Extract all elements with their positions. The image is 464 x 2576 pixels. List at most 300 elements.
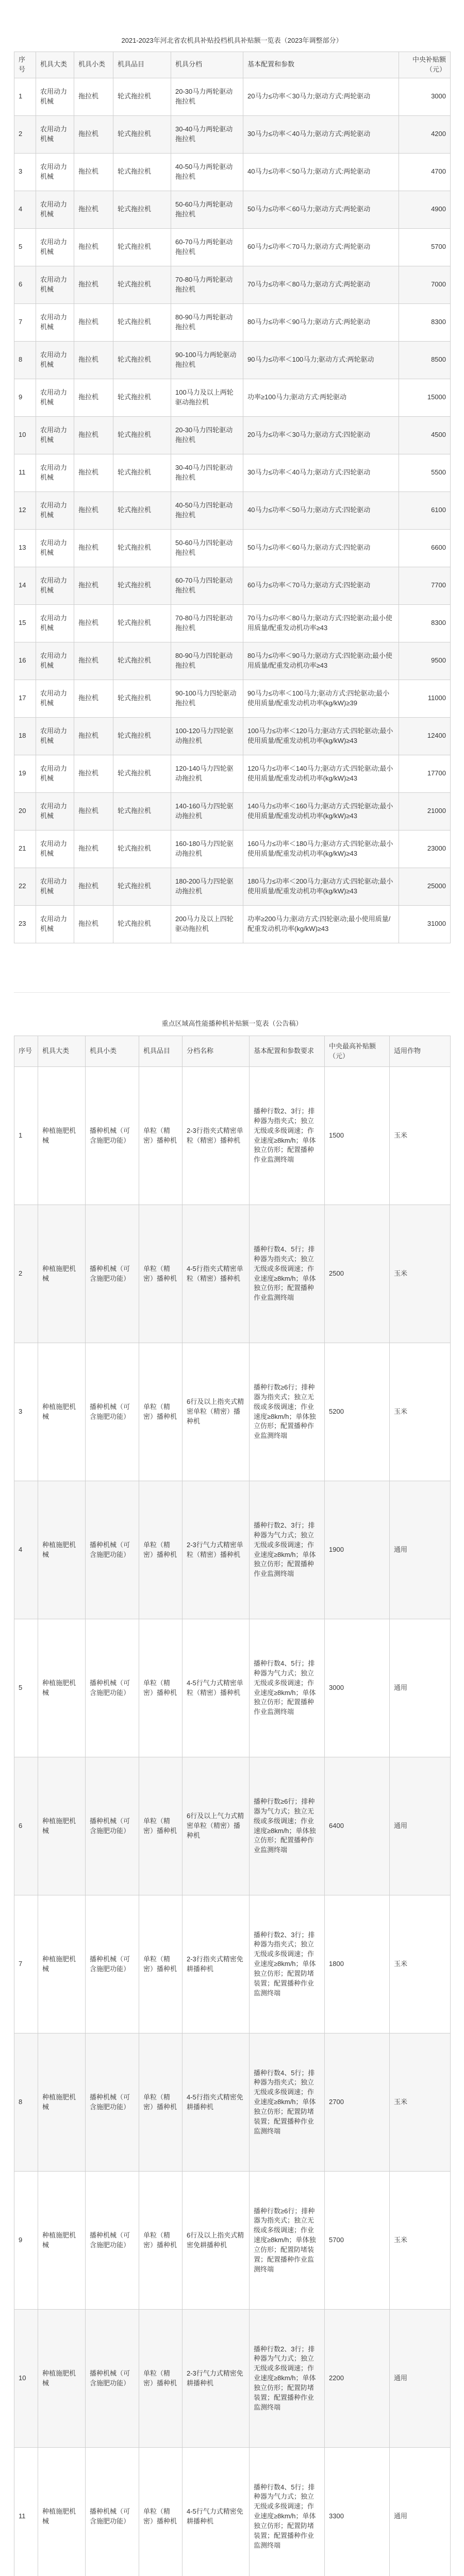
table-cell: 23000: [399, 830, 451, 868]
table-cell: 单粒（精密）播种机: [139, 1481, 183, 1619]
table-cell: 播种行数2、3行；排种器为气力式；独立无级或多级调速；作业速度≥8km/h；单体独立仿形；配置播种作业监测终端: [250, 1481, 325, 1619]
table-cell: 80-90马力四轮驱动拖拉机: [171, 642, 243, 680]
table-cell: 种植施肥机械: [38, 1205, 86, 1343]
table-row: [14, 153, 451, 191]
table-cell: 玉米: [390, 1343, 451, 1481]
table-cell: 种植施肥机械: [38, 1619, 86, 1757]
column-header: 机具品目: [113, 52, 171, 78]
table-cell: 4700: [399, 153, 451, 191]
table-cell: 2200: [325, 2310, 390, 2448]
table-cell: 1800: [325, 1895, 390, 2033]
table-cell: 90马力≤功率＜100马力;驱动方式:两轮驱动: [243, 341, 399, 379]
table-cell: 2-3行气力式精密单粒（精密）播种机: [183, 1481, 250, 1619]
table-cell: 25000: [399, 868, 451, 905]
table-cell: 60马力≤功率＜70马力;驱动方式:两轮驱动: [243, 228, 399, 266]
table-cell: 轮式拖拉机: [113, 792, 171, 830]
table-cell: 农用动力机械: [36, 905, 74, 943]
table-cell: 农用动力机械: [36, 604, 74, 642]
table-cell: 4200: [399, 115, 451, 153]
table-cell: 农用动力机械: [36, 454, 74, 492]
table-cell: 播种行数2、3行；排种器为气力式；独立无级或多级调速；作业速度≥8km/h；单体独立仿形；配置防堵装置；配置播种作业监测终端: [250, 2310, 325, 2448]
table-cell: 20-30马力四轮驱动拖拉机: [171, 416, 243, 454]
table-cell: 拖拉机: [74, 266, 113, 303]
table-row: [14, 604, 451, 642]
table-cell: 2-3行指夹式精密免耕播种机: [183, 1895, 250, 2033]
table-cell: 4-5行指夹式精密免耕播种机: [183, 2033, 250, 2172]
table-cell: 拖拉机: [74, 717, 113, 755]
table-cell: 单粒（精密）播种机: [139, 1619, 183, 1757]
table-cell: 玉米: [390, 1205, 451, 1343]
table-cell: 播种行数≥6行；排种器为指夹式；独立无级或多级调速；作业速度≥8km/h；单体独立仿形；配置防堵装置；配置播种作业监测终端: [250, 2172, 325, 2310]
table-cell: 拖拉机: [74, 567, 113, 604]
table-header-row: [14, 52, 451, 78]
table-cell: 10: [14, 416, 36, 454]
table-cell: 农用动力机械: [36, 78, 74, 115]
table-cell: 20马力≤功率＜30马力;驱动方式:两轮驱动: [243, 78, 399, 115]
table-row: [14, 1757, 451, 1895]
table-cell: 播种行数≥6行；排种器为指夹式；独立无级或多级调速；作业速度≥8km/h；单体独立仿形；配置播种作业监测终端: [250, 1343, 325, 1481]
table-cell: 60马力≤功率＜70马力;驱动方式:四轮驱动: [243, 567, 399, 604]
table-cell: 20: [14, 792, 36, 830]
table-cell: 播种机械（可含施肥功能）: [86, 1619, 139, 1757]
table-cell: 农用动力机械: [36, 642, 74, 680]
table-cell: 30-40马力两轮驱动拖拉机: [171, 115, 243, 153]
table-cell: 4: [14, 1481, 38, 1619]
table-cell: 1500: [325, 1067, 390, 1205]
table-cell: 120马力≤功率＜140马力;驱动方式:四轮驱动;最小使用质量/配重发动机功率(kg/kW)≥43: [243, 755, 399, 792]
table-cell: 100-120马力四轮驱动拖拉机: [171, 717, 243, 755]
column-header: 基本配置和参数要求: [250, 1036, 325, 1067]
table-cell: 140马力≤功率＜160马力;驱动方式:四轮驱动;最小使用质量/配重发动机功率(kg/kW)≥43: [243, 792, 399, 830]
table-row: [14, 78, 451, 115]
table-cell: 19: [14, 755, 36, 792]
table-cell: 单粒（精密）播种机: [139, 2172, 183, 2310]
table-cell: 11: [14, 2448, 38, 2576]
table-cell: 农用动力机械: [36, 191, 74, 228]
table-cell: 轮式拖拉机: [113, 191, 171, 228]
table-row: [14, 303, 451, 341]
table-row: [14, 379, 451, 416]
table-cell: 4900: [399, 191, 451, 228]
table-cell: 种植施肥机械: [38, 1481, 86, 1619]
table-cell: 12400: [399, 717, 451, 755]
table-row: [14, 905, 451, 943]
subsidy-table-seeders: [14, 1036, 451, 2576]
table-cell: 30马力≤功率＜40马力;驱动方式:四轮驱动: [243, 454, 399, 492]
table-row: [14, 792, 451, 830]
table-row: [14, 1343, 451, 1481]
table-cell: 轮式拖拉机: [113, 717, 171, 755]
section-divider: [14, 992, 450, 993]
table-cell: 轮式拖拉机: [113, 379, 171, 416]
column-header: 机具大类: [38, 1036, 86, 1067]
table-cell: 播种机械（可含施肥功能）: [86, 2310, 139, 2448]
table-cell: 4-5行气力式精密免耕播种机: [183, 2448, 250, 2576]
table-cell: 70-80马力两轮驱动拖拉机: [171, 266, 243, 303]
table-cell: 50-60马力两轮驱动拖拉机: [171, 191, 243, 228]
column-header: 机具大类: [36, 52, 74, 78]
table-cell: 7000: [399, 266, 451, 303]
table-cell: 拖拉机: [74, 529, 113, 567]
table-cell: 70马力≤功率＜80马力;驱动方式:四轮驱动;最小使用质量/配重发动机功率≥43: [243, 604, 399, 642]
table2-title: 重点区域高性能播种机补贴额一览表（公告稿）: [161, 1020, 303, 1027]
table-row: [14, 1619, 451, 1757]
table-cell: 种植施肥机械: [38, 1067, 86, 1205]
table-cell: 50马力≤功率＜60马力;驱动方式:两轮驱动: [243, 191, 399, 228]
table-cell: 60-70马力四轮驱动拖拉机: [171, 567, 243, 604]
table-cell: 轮式拖拉机: [113, 228, 171, 266]
table-cell: 11: [14, 454, 36, 492]
table-cell: 50-60马力四轮驱动拖拉机: [171, 529, 243, 567]
table-cell: 拖拉机: [74, 191, 113, 228]
table-cell: 农用动力机械: [36, 379, 74, 416]
table-row: [14, 416, 451, 454]
table-cell: 单粒（精密）播种机: [139, 1757, 183, 1895]
column-header: 机具小类: [74, 52, 113, 78]
table-cell: 轮式拖拉机: [113, 680, 171, 717]
table-cell: 17700: [399, 755, 451, 792]
table-cell: 玉米: [390, 1067, 451, 1205]
table-cell: 单粒（精密）播种机: [139, 1067, 183, 1205]
table-cell: 种植施肥机械: [38, 1757, 86, 1895]
table-cell: 拖拉机: [74, 228, 113, 266]
table-cell: 6行及以上指夹式精密单粒（精密）播种机: [183, 1343, 250, 1481]
table-cell: 50马力≤功率＜60马力;驱动方式:四轮驱动: [243, 529, 399, 567]
table-cell: 3000: [325, 1619, 390, 1757]
table-cell: 16: [14, 642, 36, 680]
table-cell: 3: [14, 153, 36, 191]
table-cell: 6行及以上指夹式精密免耕播种机: [183, 2172, 250, 2310]
table-cell: 70马力≤功率＜80马力;驱动方式:两轮驱动: [243, 266, 399, 303]
table-cell: 2500: [325, 1205, 390, 1343]
table-cell: 农用动力机械: [36, 567, 74, 604]
table-cell: 15: [14, 604, 36, 642]
table-cell: 8: [14, 2033, 38, 2172]
table-cell: 播种行数≥6行；排种器为气力式；独立无级或多级调速；作业速度≥8km/h；单体独立仿形；配置播种作业监测终端: [250, 1757, 325, 1895]
table-cell: 单粒（精密）播种机: [139, 2310, 183, 2448]
table-cell: 6: [14, 266, 36, 303]
table-cell: 140-160马力四轮驱动拖拉机: [171, 792, 243, 830]
table-cell: 轮式拖拉机: [113, 529, 171, 567]
table-cell: 农用动力机械: [36, 228, 74, 266]
table-row: [14, 492, 451, 529]
table-cell: 拖拉机: [74, 78, 113, 115]
table-cell: 农用动力机械: [36, 680, 74, 717]
table-cell: 单粒（精密）播种机: [139, 1895, 183, 2033]
table-cell: 播种机械（可含施肥功能）: [86, 2033, 139, 2172]
table-cell: 轮式拖拉机: [113, 266, 171, 303]
table-cell: 20-30马力两轮驱动拖拉机: [171, 78, 243, 115]
table-cell: 12: [14, 492, 36, 529]
table-cell: 拖拉机: [74, 454, 113, 492]
table-cell: 100马力≤功率＜120马力;驱动方式:四轮驱动;最小使用质量/配重发动机功率(kg/kW)≥43: [243, 717, 399, 755]
table-cell: 70-80马力四轮驱动拖拉机: [171, 604, 243, 642]
table-cell: 8500: [399, 341, 451, 379]
table-cell: 90马力≤功率＜100马力;驱动方式:四轮驱动;最小使用质量/配重发动机功率(kg/kW)≥39: [243, 680, 399, 717]
table-cell: 播种行数2、3行；排种器为指夹式；独立无级或多级调速；作业速度≥8km/h；单体独立仿形；配置播种作业监测终端: [250, 1067, 325, 1205]
table-cell: 80马力≤功率＜90马力;驱动方式:四轮驱动;最小使用质量/配重发动机功率≥43: [243, 642, 399, 680]
table-cell: 单粒（精密）播种机: [139, 2448, 183, 2576]
table-cell: 轮式拖拉机: [113, 153, 171, 191]
table-cell: 农用动力机械: [36, 115, 74, 153]
table-cell: 玉米: [390, 2033, 451, 2172]
table-cell: 农用动力机械: [36, 266, 74, 303]
column-header: 序号: [14, 52, 36, 78]
table-header-row: [14, 1036, 451, 1067]
table-cell: 4-5行指夹式精密单粒（精密）播种机: [183, 1205, 250, 1343]
table-cell: 拖拉机: [74, 604, 113, 642]
column-header: 中央补贴额（元）: [399, 52, 451, 78]
table-cell: 播种机械（可含施肥功能）: [86, 1067, 139, 1205]
table-cell: 160马力≤功率＜180马力;驱动方式:四轮驱动;最小使用质量/配重发动机功率(kg/kW)≥43: [243, 830, 399, 868]
table-row: [14, 266, 451, 303]
table-cell: 农用动力机械: [36, 868, 74, 905]
table-cell: 7: [14, 1895, 38, 2033]
table-cell: 40-50马力四轮驱动拖拉机: [171, 492, 243, 529]
table-cell: 5700: [399, 228, 451, 266]
table-row: [14, 2172, 451, 2310]
table-cell: 8: [14, 341, 36, 379]
table-cell: 5700: [325, 2172, 390, 2310]
table-cell: 17: [14, 680, 36, 717]
table-cell: 玉米: [390, 2172, 451, 2310]
table-row: [14, 1067, 451, 1205]
table-row: [14, 868, 451, 905]
table-cell: 农用动力机械: [36, 303, 74, 341]
table-cell: 40马力≤功率＜50马力;驱动方式:两轮驱动: [243, 153, 399, 191]
table-cell: 60-70马力两轮驱动拖拉机: [171, 228, 243, 266]
table-cell: 轮式拖拉机: [113, 115, 171, 153]
table-row: [14, 642, 451, 680]
column-header: 机具小类: [86, 1036, 139, 1067]
table-cell: 播种机械（可含施肥功能）: [86, 2172, 139, 2310]
table-cell: 40马力≤功率＜50马力;驱动方式:四轮驱动: [243, 492, 399, 529]
table-cell: 90-100马力四轮驱动拖拉机: [171, 680, 243, 717]
table-cell: 农用动力机械: [36, 153, 74, 191]
table-row: [14, 1481, 451, 1619]
table-cell: 2: [14, 115, 36, 153]
table-cell: 拖拉机: [74, 830, 113, 868]
table-cell: 9: [14, 2172, 38, 2310]
table1-title: 2021-2023年河北省农机具补贴投档机具补贴额一览表（2023年调整部分）: [121, 37, 343, 44]
table-cell: 1: [14, 1067, 38, 1205]
table-cell: 播种机械（可含施肥功能）: [86, 1205, 139, 1343]
table-cell: 农用动力机械: [36, 416, 74, 454]
table-row: [14, 567, 451, 604]
table-cell: 农用动力机械: [36, 341, 74, 379]
table-cell: 6: [14, 1757, 38, 1895]
table-cell: 90-100马力两轮驱动拖拉机: [171, 341, 243, 379]
table-cell: 农用动力机械: [36, 492, 74, 529]
table-cell: 80-90马力两轮驱动拖拉机: [171, 303, 243, 341]
table-cell: 播种机械（可含施肥功能）: [86, 1895, 139, 2033]
table-cell: 21: [14, 830, 36, 868]
table-cell: 农用动力机械: [36, 717, 74, 755]
table-cell: 11000: [399, 680, 451, 717]
table-cell: 拖拉机: [74, 755, 113, 792]
table-row: [14, 2448, 451, 2576]
table-cell: 轮式拖拉机: [113, 868, 171, 905]
table-cell: 播种机械（可含施肥功能）: [86, 1343, 139, 1481]
table-row: [14, 830, 451, 868]
table-cell: 18: [14, 717, 36, 755]
table-cell: 轮式拖拉机: [113, 78, 171, 115]
table-cell: 22: [14, 868, 36, 905]
table-cell: 9: [14, 379, 36, 416]
table-cell: 种植施肥机械: [38, 2448, 86, 2576]
table-cell: 播种机械（可含施肥功能）: [86, 1481, 139, 1619]
table-cell: 1: [14, 78, 36, 115]
table-cell: 2-3行气力式精密免耕播种机: [183, 2310, 250, 2448]
table-cell: 7700: [399, 567, 451, 604]
table-cell: 轮式拖拉机: [113, 341, 171, 379]
table-cell: 单粒（精密）播种机: [139, 1343, 183, 1481]
table-cell: 4-5行气力式精密单粒（精密）播种机: [183, 1619, 250, 1757]
table-cell: 播种机械（可含施肥功能）: [86, 1757, 139, 1895]
table-cell: 轮式拖拉机: [113, 303, 171, 341]
table-cell: 玉米: [390, 1895, 451, 2033]
table-cell: 3000: [399, 78, 451, 115]
table-cell: 30-40马力四轮驱动拖拉机: [171, 454, 243, 492]
column-header: 中央最高补贴额（元）: [325, 1036, 390, 1067]
table-cell: 单粒（精密）播种机: [139, 2033, 183, 2172]
table-cell: 播种行数2、3行；排种器为指夹式；独立无级或多级调速；作业速度≥8km/h；单体独立仿形；配置防堵装置；配置播种作业监测终端: [250, 1895, 325, 2033]
table-cell: 通用: [390, 1757, 451, 1895]
table-cell: 2: [14, 1205, 38, 1343]
table-row: [14, 1205, 451, 1343]
table-cell: 播种行数4、5行；排种器为指夹式；独立无级或多级调速；作业速度≥8km/h；单体独立仿形；配置防堵装置；配置播种作业监测终端: [250, 2033, 325, 2172]
table-cell: 轮式拖拉机: [113, 642, 171, 680]
table-cell: 5200: [325, 1343, 390, 1481]
table-cell: 农用动力机械: [36, 755, 74, 792]
table-cell: 单粒（精密）播种机: [139, 1205, 183, 1343]
table-cell: 5: [14, 228, 36, 266]
table-cell: 14: [14, 567, 36, 604]
table-row: [14, 191, 451, 228]
table-cell: 轮式拖拉机: [113, 830, 171, 868]
table-row: [14, 341, 451, 379]
table-cell: 农用动力机械: [36, 830, 74, 868]
table-cell: 通用: [390, 2310, 451, 2448]
column-header: 序号: [14, 1036, 38, 1067]
table-cell: 轮式拖拉机: [113, 604, 171, 642]
table-cell: 农用动力机械: [36, 792, 74, 830]
table-cell: 8300: [399, 604, 451, 642]
table-row: [14, 115, 451, 153]
table-cell: 通用: [390, 1619, 451, 1757]
column-header: 分档名称: [183, 1036, 250, 1067]
table-cell: 40-50马力两轮驱动拖拉机: [171, 153, 243, 191]
table-cell: 拖拉机: [74, 642, 113, 680]
column-header: 适用作物: [390, 1036, 451, 1067]
table-cell: 拖拉机: [74, 792, 113, 830]
table-cell: 拖拉机: [74, 868, 113, 905]
table-row: [14, 717, 451, 755]
table-cell: 播种机械（可含施肥功能）: [86, 2448, 139, 2576]
table-cell: 轮式拖拉机: [113, 567, 171, 604]
table-cell: 种植施肥机械: [38, 1343, 86, 1481]
table-cell: 拖拉机: [74, 905, 113, 943]
table-cell: 1900: [325, 1481, 390, 1619]
table-cell: 6行及以上气力式精密单粒（精密）播种机: [183, 1757, 250, 1895]
table-row: [14, 680, 451, 717]
table-cell: 种植施肥机械: [38, 2172, 86, 2310]
table-cell: 5500: [399, 454, 451, 492]
table-cell: 31000: [399, 905, 451, 943]
table-cell: 5: [14, 1619, 38, 1757]
table-cell: 功率≥100马力;驱动方式:两轮驱动: [243, 379, 399, 416]
table-row: [14, 2310, 451, 2448]
table-cell: 轮式拖拉机: [113, 755, 171, 792]
table-cell: 拖拉机: [74, 341, 113, 379]
table-cell: 轮式拖拉机: [113, 454, 171, 492]
table-cell: 23: [14, 905, 36, 943]
table-row: [14, 755, 451, 792]
table-cell: 3: [14, 1343, 38, 1481]
table-cell: 21000: [399, 792, 451, 830]
table-cell: 2700: [325, 2033, 390, 2172]
subsidy-table-tractors: [14, 52, 451, 943]
table-cell: 9500: [399, 642, 451, 680]
table-cell: 15000: [399, 379, 451, 416]
table-cell: 轮式拖拉机: [113, 416, 171, 454]
table-cell: 农用动力机械: [36, 529, 74, 567]
table-cell: 通用: [390, 2448, 451, 2576]
table-row: [14, 529, 451, 567]
table-cell: 拖拉机: [74, 303, 113, 341]
table-cell: 13: [14, 529, 36, 567]
table-cell: 种植施肥机械: [38, 1895, 86, 2033]
table-cell: 20马力≤功率＜30马力;驱动方式:四轮驱动: [243, 416, 399, 454]
table-cell: 30马力≤功率＜40马力;驱动方式:两轮驱动: [243, 115, 399, 153]
table-cell: 3300: [325, 2448, 390, 2576]
table-row: [14, 1895, 451, 2033]
table-cell: 6600: [399, 529, 451, 567]
table-cell: 拖拉机: [74, 379, 113, 416]
table-cell: 6400: [325, 1757, 390, 1895]
table-cell: 播种行数4、5行；排种器为指夹式；独立无级或多级调速；作业速度≥8km/h；单体独立仿形；配置播种作业监测终端: [250, 1205, 325, 1343]
column-header: 机具分档: [171, 52, 243, 78]
table-cell: 8300: [399, 303, 451, 341]
table-cell: 6100: [399, 492, 451, 529]
table-cell: 100马力及以上两轮驱动拖拉机: [171, 379, 243, 416]
table-cell: 80马力≤功率＜90马力;驱动方式:两轮驱动: [243, 303, 399, 341]
table-cell: 功率≥200马力;驱动方式:四轮驱动;最小使用质量/配重发动机功率(kg/kW)≥43: [243, 905, 399, 943]
table-cell: 180-200马力四轮驱动拖拉机: [171, 868, 243, 905]
table-cell: 200马力及以上四轮驱动拖拉机: [171, 905, 243, 943]
table-cell: 7: [14, 303, 36, 341]
column-header: 基本配置和参数: [243, 52, 399, 78]
table-cell: 4500: [399, 416, 451, 454]
table-cell: 播种行数4、5行；排种器为气力式；独立无级或多级调速；作业速度≥8km/h；单体独立仿形；配置播种作业监测终端: [250, 1619, 325, 1757]
table-cell: 拖拉机: [74, 115, 113, 153]
table-row: [14, 2033, 451, 2172]
table-cell: 180马力≤功率＜200马力;驱动方式:四轮驱动;最小使用质量/配重发动机功率(kg/kW)≥43: [243, 868, 399, 905]
table-cell: 2-3行指夹式精密单粒（精密）播种机: [183, 1067, 250, 1205]
table-row: [14, 454, 451, 492]
table-cell: 通用: [390, 1481, 451, 1619]
table-cell: 轮式拖拉机: [113, 492, 171, 529]
table-cell: 拖拉机: [74, 492, 113, 529]
column-header: 机具品目: [139, 1036, 183, 1067]
table-cell: 4: [14, 191, 36, 228]
table-cell: 拖拉机: [74, 416, 113, 454]
table-cell: 拖拉机: [74, 153, 113, 191]
table-cell: 10: [14, 2310, 38, 2448]
table-cell: 轮式拖拉机: [113, 905, 171, 943]
table-cell: 播种行数4、5行；排种器为气力式；独立无级或多级调速；作业速度≥8km/h；单体独立仿形；配置防堵装置；配置播种作业监测终端: [250, 2448, 325, 2576]
table-cell: 拖拉机: [74, 680, 113, 717]
